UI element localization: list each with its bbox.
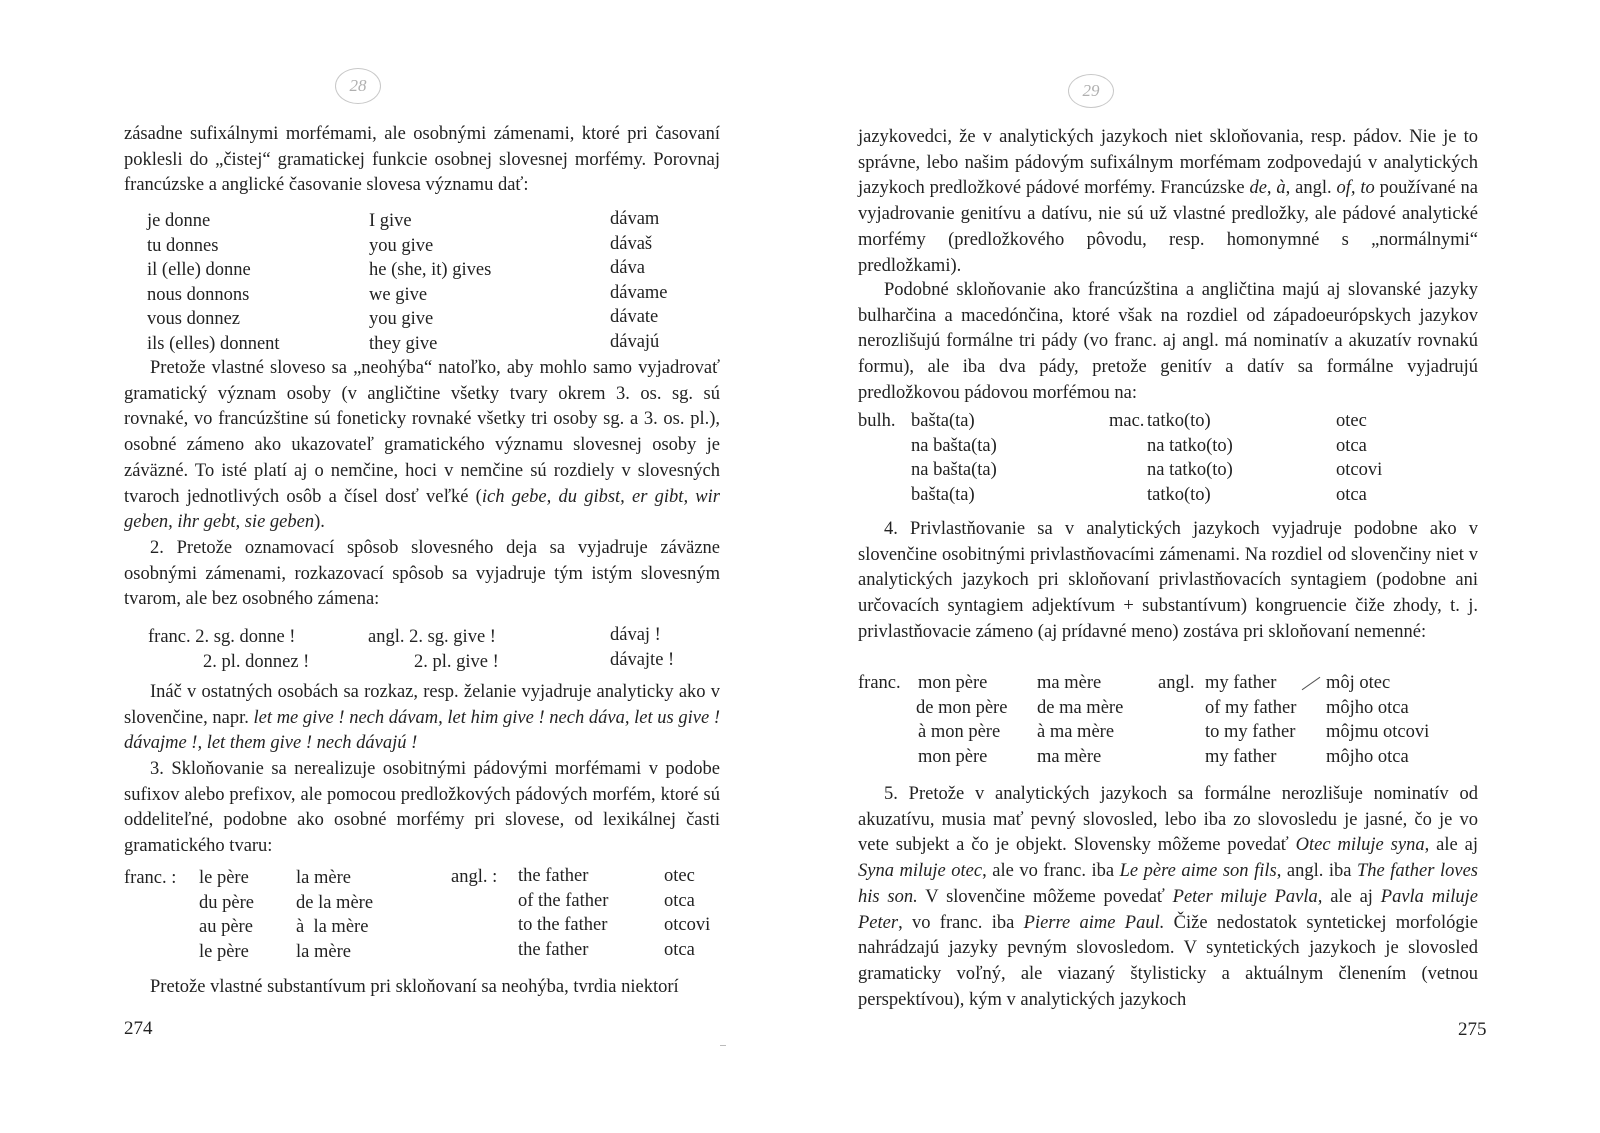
declension-label-french: franc. : xyxy=(124,868,177,888)
page-stamp: 28 xyxy=(335,68,381,104)
table-cell: la mère xyxy=(296,941,351,962)
table-cell: dávajú xyxy=(610,331,660,352)
table-cell: môjho otca xyxy=(1326,697,1409,718)
table-label-bulgarian: bulh. xyxy=(858,411,896,431)
paragraph-italic: Pavla miluje Peter xyxy=(858,886,1478,933)
table-cell: dáva xyxy=(610,258,645,278)
paragraph-text: , ale vo franc. iba xyxy=(982,861,1120,882)
macedonian-column xyxy=(1147,409,1233,507)
table-cell: tatko(to) xyxy=(1147,484,1211,505)
table-cell: franc. 2. sg. donne ! xyxy=(148,627,296,647)
declension-french-masc-column xyxy=(199,866,254,964)
table-cell: 2. pl. give ! xyxy=(414,651,499,672)
table-cell: ma mère xyxy=(1037,673,1102,693)
table-cell: dávajte ! xyxy=(610,649,675,670)
table-cell: na tatko(to) xyxy=(1147,435,1233,456)
table-cell: môjho otca xyxy=(1326,746,1409,767)
paragraph-text: ale aj xyxy=(1322,886,1381,907)
table-cell: dávaj ! xyxy=(610,625,661,645)
paragraph: 2. Pretože oznamovací spôsob slovesného deja sa vyjadruje záväzne osobnými zámenami, rozkazovací spôsob sa vyjadruje tým istým slovesným tvarom, ale bez osobného zámena: xyxy=(124,538,720,610)
table-cell: you give xyxy=(369,235,434,256)
paragraph xyxy=(124,356,720,536)
table-cell: na bašta(ta) xyxy=(911,460,997,480)
possessive-french-fem-column xyxy=(1037,671,1123,769)
paragraph: Pretože vlastné substantívum pri skloňovaní sa neohýba, tvrdia niektorí xyxy=(150,977,679,997)
imperative-english-column xyxy=(368,625,499,674)
paragraph-text: ). xyxy=(314,512,325,533)
paragraph-text: V slovenčine môžeme povedať xyxy=(917,886,1173,907)
paragraph-text: Ináč v ostatných osobách sa rozkaz, resp. želanie vyjadruje analyticky ako v slovenčine, napr. xyxy=(124,682,720,728)
table-cell: mon père xyxy=(918,673,988,693)
table-cell: na tatko(to) xyxy=(1147,460,1233,480)
table-cell: le père xyxy=(199,941,249,962)
paragraph xyxy=(124,680,720,757)
paragraph-italic: of, to xyxy=(1336,178,1375,199)
paragraph-italic: let me give ! nech dávam, let him give ! nech dáva, let us give ! dávajme !, let them give ! nech dávajú ! xyxy=(124,707,720,754)
table-cell: ma mère xyxy=(1037,746,1102,767)
table-cell: à mon père xyxy=(918,722,1001,742)
paragraph-text: jazykovedci, že v analytických jazykoch niet skloňovania, resp. pádov. Nie je to správne, lebo našim pádovým sufixálnym morfémam zodpovedajú v analytických jazykoch predložkové pádové morfémy. Francúzske xyxy=(858,127,1478,199)
table-cell: dávaš xyxy=(610,233,653,254)
table-cell: angl. 2. sg. give ! xyxy=(368,627,496,647)
table-cell: à ma mère xyxy=(1037,722,1115,742)
table-cell: otca xyxy=(664,890,695,911)
page-number: 275 xyxy=(1458,1019,1487,1040)
table-cell: la mère xyxy=(296,868,351,888)
table-cell: à la mère xyxy=(296,917,369,937)
conjugation-french-column xyxy=(147,209,280,356)
table-cell: je donne xyxy=(147,211,211,231)
table-cell: il (elle) donne xyxy=(147,260,251,280)
scan-mark xyxy=(720,1045,726,1046)
declension-label-english: angl. : xyxy=(451,867,498,887)
paragraph-text: , ale aj xyxy=(1424,835,1478,856)
paragraph-text: Pretože vlastné sloveso sa „neohýba“ natoľko, aby mohlo samo vyjadrovať gramatický význam osoby (v angličtine všetky tvary okrem 3. os. sg. sú rovnaké, vo francúzštine sú foneticky rovnaké všetky tri osoby sg. a 3. os. pl.), osobné zámeno ako ukazovateľ gramatického významu slovesnej osoby je záväzné. To isté platí aj o nemčine, hoci v nemčine sú rozdiely v slovesných tvaroch jednotlivých osôb a čísel dosť veľké ( xyxy=(124,358,720,507)
table-label-macedonian: mac. xyxy=(1109,411,1145,431)
declension-slovak-column xyxy=(664,864,710,962)
table-cell: vous donnez xyxy=(147,309,240,329)
paragraph-text: Čiže nedostatok syntetickej morfológie nahrádzajú jazyky pevným slovosledom. V syntetických jazykoch je slovosled gramaticky voľný, ale viazaný štylisticky a aktuálnym členením (vetnou perspektívou), kým v analytických jazykoch xyxy=(858,912,1478,1010)
table-cell: otca xyxy=(664,939,695,960)
imperative-slovak-column xyxy=(610,623,674,672)
table-cell: môjmu otcovi xyxy=(1326,722,1430,742)
pen-mark xyxy=(1302,677,1321,690)
table-cell: na bašta(ta) xyxy=(911,435,997,456)
table-cell: au père xyxy=(199,917,253,937)
table-cell: 2. pl. donnez ! xyxy=(203,651,310,672)
paragraph-italic: Le père aime son fils xyxy=(1119,861,1277,882)
paragraph-text: 5. Pretože v analytických jazykoch sa formálne nerozlišuje nominatív od akuzatívu, musia mať pevný slovosled, lebo iba zo slovosledu je jasné, čo je vo vete subjekt a čo je objekt. Slovensky môžeme povedať xyxy=(858,784,1478,856)
paragraph-text: , xyxy=(1266,178,1277,199)
table-cell: otcovi xyxy=(1336,460,1383,480)
table-cell: to my father xyxy=(1205,722,1296,742)
paragraph-italic: Syna miluje otec xyxy=(858,861,983,882)
paragraph-italic: Peter miluje Pavla, xyxy=(1172,886,1323,907)
table-cell: nous donnons xyxy=(147,284,250,305)
paragraph-italic: The father loves his son. xyxy=(858,861,1479,907)
table-cell: I give xyxy=(369,211,412,231)
table-cell: du père xyxy=(199,892,254,913)
table-cell: mon père xyxy=(918,746,988,767)
table-cell: the father xyxy=(518,939,589,960)
paragraph-italic: Otec miluje syna xyxy=(1295,835,1425,856)
page-stamp: 29 xyxy=(1068,74,1114,108)
table-cell: my father xyxy=(1205,746,1277,767)
table-cell: môj otec xyxy=(1326,673,1391,693)
table-cell: to the father xyxy=(518,915,608,935)
table-cell: ils (elles) donnent xyxy=(147,333,280,354)
right-page xyxy=(800,0,1600,1133)
table-cell: otec xyxy=(664,866,695,886)
conjugation-slovak-column xyxy=(610,207,668,354)
table-cell: of the father xyxy=(518,890,609,911)
conjugation-english-column xyxy=(369,209,491,356)
page-number: 274 xyxy=(124,1018,153,1039)
table-cell: my father xyxy=(1205,673,1277,693)
table-cell: de mon père xyxy=(916,697,1008,718)
paragraph xyxy=(858,782,1478,1013)
paragraph-text: , angl. xyxy=(1285,178,1337,199)
paragraph-text: používané na vyjadrovanie genitívu a datívu, nie sú už vlastné predložky, ale pádové analytické morfémy (predložkového pôvodu, resp. homonymné s „normálnymi“ predložkami). xyxy=(858,178,1479,276)
table-cell: we give xyxy=(369,284,428,305)
table-cell: le père xyxy=(199,868,249,888)
possessive-slovak-column xyxy=(1326,671,1429,769)
table-label-english: angl. xyxy=(1158,673,1195,693)
bulgarian-column xyxy=(911,409,997,507)
table-cell: dávame xyxy=(610,282,668,303)
possessive-english-column xyxy=(1205,671,1296,769)
paragraph-text: , angl. iba xyxy=(1276,861,1357,882)
table-cell: he (she, it) gives xyxy=(369,260,492,280)
table-cell: you give xyxy=(369,309,434,329)
table-cell: otca xyxy=(1336,484,1367,505)
table-cell: of my father xyxy=(1205,697,1297,718)
table-cell: otec xyxy=(1336,411,1367,431)
paragraph: 3. Skloňovanie sa nerealizuje osobitnými pádovými morfémami v podobe sufixov alebo prefixov, ale pomocou predložkových pádových morfém, ktoré sú oddeliteľné, podobne ako osobné morfémy pri slovese, od lexikálnej časti gramatického tvaru: xyxy=(124,759,720,857)
paragraph-italic: Pierre aime Paul. xyxy=(1023,912,1165,933)
declension-french-fem-column xyxy=(296,866,373,964)
table-cell: bašta(ta) xyxy=(911,411,975,431)
table-label-french: franc. xyxy=(858,673,901,693)
table-cell: otca xyxy=(1336,435,1367,456)
paragraph-text: , vo franc. iba xyxy=(898,912,1024,933)
paragraph: 4. Privlastňovanie sa v analytických jazykoch vyjadruje podobne ako v slovenčine osobitnými privlastňovacími zámenami. Na rozdiel od slovenčiny niet v analytických jazykoch pri skloňovaní privlastňovacích syntagiem (podobne ani určovacích syntagiem adjektívum + substantívum) kongruencie čiže zhody, t. j. privlastňovacie zámeno (aj prídavné meno) zostáva pri skloňovaní nemenné: xyxy=(858,519,1478,642)
paragraph: zásadne sufixálnymi morfémami, ale osobnými zámenami, ktoré pri časovaní poklesli do „čistej“ gramatickej funkcie osobnej slovesnej morfémy. Porovnaj francúzske a anglické časovanie slovesa významu dať: xyxy=(124,124,720,196)
table-cell: bašta(ta) xyxy=(911,484,975,505)
slovak-column xyxy=(1336,409,1382,507)
left-page xyxy=(0,0,790,1133)
paragraph: Podobné skloňovanie ako francúzština a angličtina majú aj slovanské jazyky bulharčina a macedónčina, ktoré však na rozdiel od západoeurópskych jazykov nerozlišujú formálne tri pády (vo franc. aj angl. má nominatív a akuzatív rovnakú formu), ale iba dva pády, pretože genitív a datív sa formálne vyjadrujú predložkovou pádovou morfémou na: xyxy=(858,280,1478,403)
paragraph-italic: de xyxy=(1249,178,1267,199)
table-cell: tu donnes xyxy=(147,235,219,256)
table-cell: de la mère xyxy=(296,892,374,913)
table-cell: the father xyxy=(518,866,589,886)
table-cell: tatko(to) xyxy=(1147,411,1211,431)
table-cell: de ma mère xyxy=(1037,697,1124,718)
paragraph-italic: ich gebe, du gibst, er gibt, wir geben, ihr gebt, sie geben xyxy=(124,486,720,533)
declension-english-column xyxy=(518,864,608,962)
paragraph xyxy=(858,125,1478,279)
table-cell: dávate xyxy=(610,307,659,327)
table-cell: they give xyxy=(369,333,438,354)
table-cell: otcovi xyxy=(664,915,711,935)
table-cell: dávam xyxy=(610,209,660,229)
paragraph-italic: à xyxy=(1276,178,1286,199)
imperative-french-column xyxy=(148,625,309,674)
possessive-french-masc-column xyxy=(916,671,1007,769)
